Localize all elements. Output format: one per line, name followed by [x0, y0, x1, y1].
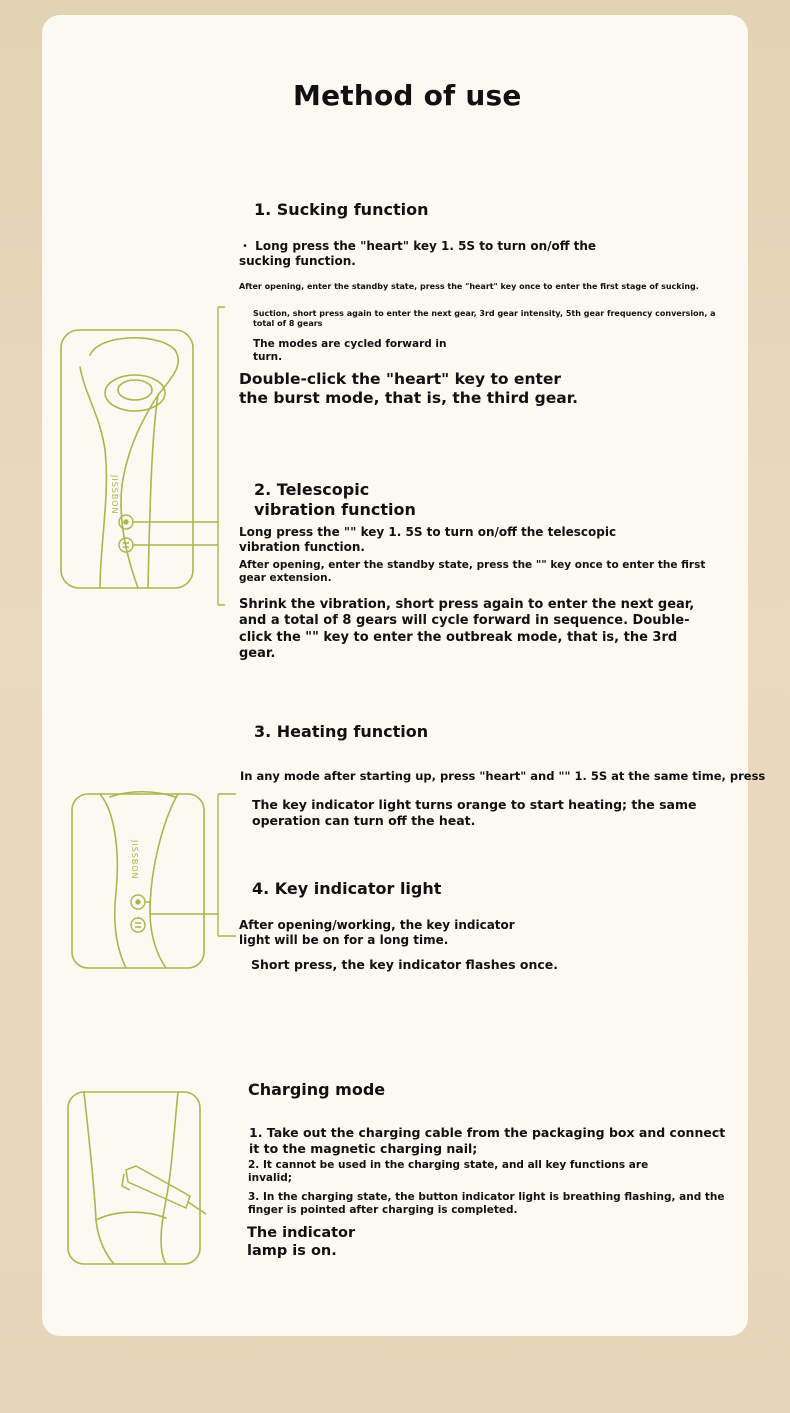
charging-item-1: 1. Take out the charging cable from the packaging box and connect it to the magnetic charging nail;	[249, 1125, 726, 1156]
key-indicator-instruction-1: After opening/working, the key indicator light will be on for a long time.	[239, 918, 515, 947]
charging-mode-heading: Charging mode	[248, 1080, 386, 1099]
page-title: Method of use	[293, 79, 522, 112]
telescopic-instruction-2: After opening, enter the standby state, press the "" key once to enter the first gear extension.	[239, 559, 706, 585]
sucking-function-heading: 1. Sucking function	[254, 200, 429, 219]
key-indicator-instruction-2: Short press, the key indicator flashes once.	[251, 957, 558, 972]
sucking-instruction-3: Suction, short press again to enter the next gear, 3rd gear intensity, 5th gear frequency conversion, a total of 8 gears	[253, 309, 716, 328]
charging-item-4: The indicator lamp is on.	[247, 1225, 356, 1260]
telescopic-instruction-1: Long press the "" key 1. 5S to turn on/off the telescopic vibration function.	[239, 525, 617, 554]
telescopic-function-heading: 2. Telescopic vibration function	[254, 480, 416, 519]
charging-illustration	[66, 1090, 206, 1268]
brand-logo-2: JISSBON	[130, 840, 139, 880]
device-illustration-middle	[70, 792, 240, 972]
charging-item-3: 3. In the charging state, the button indicator light is breathing flashing, and the finger is pointed after charging is completed.	[248, 1191, 725, 1217]
heating-instruction-2: The key indicator light turns orange to start heating; the same operation can turn off the heat.	[252, 797, 697, 828]
heart-button-icon-2	[131, 895, 145, 909]
sucking-instruction-5: Double-click the "heart" key to enter the burst mode, that is, the third gear.	[239, 370, 579, 408]
key-indicator-heading: 4. Key indicator light	[252, 879, 442, 898]
vibration-button-icon-2	[131, 918, 145, 932]
sucking-instruction-2: After opening, enter the standby state, press the "heart" key once to enter the first stage of sucking.	[239, 282, 699, 291]
sucking-instruction-4: The modes are cycled forward in turn.	[253, 338, 447, 364]
telescopic-instruction-3: Shrink the vibration, short press again to enter the next gear, and a total of 8 gears will cycle forward in sequence. Double-click the "" key to enter the outbreak mode, that is, the 3rd gear.	[239, 597, 695, 661]
device-illustration-top	[60, 305, 230, 610]
charging-item-2: 2. It cannot be used in the charging state, and all key functions are invalid;	[248, 1159, 649, 1185]
heart-button-icon	[119, 515, 133, 529]
heating-function-heading: 3. Heating function	[254, 722, 429, 741]
sucking-instruction-1: ・ Long press the "heart" key 1. 5S to turn on/off the sucking function.	[239, 239, 597, 268]
heating-instruction-1: In any mode after starting up, press "heart" and "" 1. 5S at the same time, press	[240, 769, 766, 783]
brand-logo: JISSBON	[110, 475, 119, 515]
